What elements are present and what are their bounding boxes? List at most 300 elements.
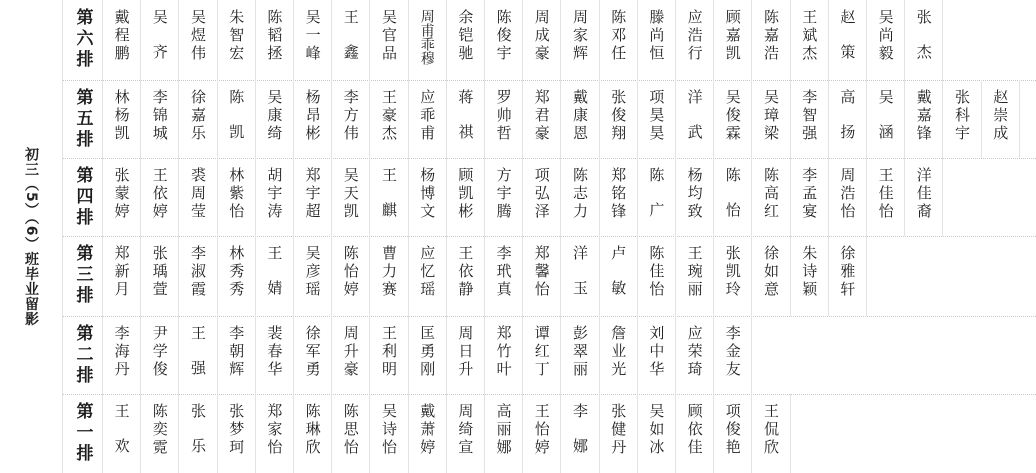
column-divider [599, 236, 600, 316]
student-name: 洋玉 [570, 245, 589, 315]
name-cell [981, 80, 1019, 158]
column-divider [102, 0, 103, 80]
student-name: 高扬 [838, 89, 857, 159]
column-divider [178, 158, 179, 236]
student-name: 吴尚毅 [876, 9, 895, 63]
name-cell [904, 158, 942, 236]
name-cell [751, 80, 789, 158]
student-name: 应忆瑶 [418, 245, 437, 299]
name-cell [255, 236, 293, 316]
name-cell [255, 80, 293, 158]
column-divider [140, 158, 141, 236]
column-divider [522, 80, 523, 158]
column-divider [484, 80, 485, 158]
student-name: 应荣琦 [685, 325, 704, 379]
column-divider [140, 80, 141, 158]
name-cell [828, 158, 866, 236]
name-cell [178, 80, 216, 158]
name-cell [217, 80, 255, 158]
column-divider [790, 394, 791, 473]
column-divider [217, 0, 218, 80]
student-name: 王琬丽 [685, 245, 704, 299]
column-divider [637, 158, 638, 236]
table-row [62, 80, 1036, 158]
name-cell [484, 236, 522, 316]
name-cell [102, 394, 140, 473]
student-name: 李玳真 [494, 245, 513, 299]
name-cell [369, 0, 407, 80]
row-label-text: 第二排 [72, 324, 93, 387]
column-divider [408, 0, 409, 80]
column-divider [522, 316, 523, 394]
name-cell [522, 316, 560, 394]
name-cell [866, 158, 904, 236]
column-divider [217, 236, 218, 316]
name-cell [599, 236, 637, 316]
column-divider [331, 80, 332, 158]
student-name: 应乖甫 [418, 89, 437, 143]
row-label-text: 第一排 [72, 402, 93, 465]
student-name: 周浩怡 [838, 167, 857, 221]
column-divider [599, 394, 600, 473]
column-divider [102, 80, 103, 158]
name-cell [446, 0, 484, 80]
column-divider [408, 80, 409, 158]
name-cell [790, 236, 828, 316]
column-divider [408, 316, 409, 394]
name-cell [828, 236, 866, 316]
name-cell [369, 316, 407, 394]
student-name: 郑铭锋 [609, 167, 628, 221]
name-cell [637, 0, 675, 80]
name-cell [484, 80, 522, 158]
column-divider [522, 158, 523, 236]
column-divider [637, 316, 638, 394]
name-cell [675, 0, 713, 80]
student-name: 詹业光 [609, 325, 628, 379]
name-cell [713, 394, 751, 473]
column-divider [178, 394, 179, 473]
name-cell [255, 158, 293, 236]
student-name: 陈俊宇 [494, 9, 513, 63]
column-divider [560, 236, 561, 316]
student-name: 方宇腾 [494, 167, 513, 221]
name-cell [293, 316, 331, 394]
student-name: 周升豪 [341, 325, 360, 379]
name-cell [178, 158, 216, 236]
column-divider [62, 80, 63, 158]
column-divider [599, 316, 600, 394]
student-name: 张杰 [914, 9, 933, 79]
name-cell [293, 0, 331, 80]
student-name: 林杨凯 [112, 89, 131, 143]
student-name: 李方伟 [341, 89, 360, 143]
column-divider [675, 394, 676, 473]
name-cell [217, 394, 255, 473]
column-divider [713, 158, 714, 236]
name-cell [942, 80, 980, 158]
column-divider [751, 80, 752, 158]
row-label [62, 80, 102, 158]
column-divider [369, 236, 370, 316]
name-cell [408, 80, 446, 158]
name-cell [560, 80, 598, 158]
column-divider [62, 316, 63, 394]
student-name: 张凯玲 [723, 245, 742, 299]
student-name: 王豪杰 [379, 89, 398, 143]
student-name: 吴如冰 [647, 403, 666, 457]
name-cell [713, 158, 751, 236]
student-name: 吴涵 [876, 89, 895, 159]
column-divider [102, 158, 103, 236]
student-name: 陈志力 [570, 167, 589, 221]
column-divider [408, 236, 409, 316]
name-cell [178, 236, 216, 316]
name-cell [599, 394, 637, 473]
student-name: 李智强 [800, 89, 819, 143]
column-divider [713, 394, 714, 473]
column-divider [255, 316, 256, 394]
name-cell [560, 0, 598, 80]
name-cell [178, 394, 216, 473]
student-name: 郑新月 [112, 245, 131, 299]
student-name: 顾嘉凯 [723, 9, 742, 63]
student-name: 曹力赛 [379, 245, 398, 299]
name-cell [522, 394, 560, 473]
column-divider [102, 394, 103, 473]
column-divider [866, 0, 867, 80]
name-cell [751, 0, 789, 80]
name-cell [331, 80, 369, 158]
name-cell [828, 80, 866, 158]
name-cell [255, 0, 293, 80]
name-cell [484, 158, 522, 236]
student-name: 杨博文 [418, 167, 437, 221]
column-divider [293, 316, 294, 394]
column-divider [675, 316, 676, 394]
student-name: 王怡婷 [532, 403, 551, 457]
name-cell [102, 316, 140, 394]
name-cell [102, 80, 140, 158]
student-name: 周成豪 [532, 9, 551, 63]
name-cell [790, 158, 828, 236]
name-cell [904, 80, 942, 158]
student-name: 陈奕霓 [150, 403, 169, 457]
name-cell [751, 158, 789, 236]
student-name: 李朝辉 [227, 325, 246, 379]
column-divider [790, 236, 791, 316]
name-cell [446, 80, 484, 158]
column-divider [828, 236, 829, 316]
column-divider [62, 236, 63, 316]
row-label [62, 158, 102, 236]
student-name: 戴康恩 [570, 89, 589, 143]
column-divider [62, 158, 63, 236]
name-cell [790, 80, 828, 158]
table-row [62, 0, 1036, 80]
column-divider [178, 80, 179, 158]
row-label [62, 0, 102, 80]
student-name: 滕尚恒 [647, 9, 666, 63]
column-divider [217, 158, 218, 236]
column-divider [866, 236, 867, 316]
student-name: 陈韬拯 [265, 9, 284, 63]
name-cell [140, 0, 178, 80]
name-cell [675, 316, 713, 394]
student-name: 陈凯 [227, 89, 246, 159]
column-divider [675, 158, 676, 236]
column-divider [904, 80, 905, 158]
name-cell [217, 236, 255, 316]
student-name: 王利明 [379, 325, 398, 379]
student-name: 周家辉 [570, 9, 589, 63]
column-divider [255, 394, 256, 473]
name-cell [140, 236, 178, 316]
column-divider [790, 158, 791, 236]
student-name: 周绮宣 [456, 403, 475, 457]
student-name: 陈怡婷 [341, 245, 360, 299]
column-divider [369, 158, 370, 236]
column-divider [522, 394, 523, 473]
name-cell [599, 0, 637, 80]
name-cell [828, 0, 866, 80]
column-divider [217, 316, 218, 394]
name-cell [599, 158, 637, 236]
column-divider [599, 80, 600, 158]
name-cell [637, 316, 675, 394]
student-name: 吴彦瑶 [303, 245, 322, 299]
student-name: 吴官品 [379, 9, 398, 63]
column-divider [331, 316, 332, 394]
column-divider [675, 236, 676, 316]
column-divider [637, 0, 638, 80]
name-cell [560, 316, 598, 394]
name-cell [790, 0, 828, 80]
column-divider [446, 236, 447, 316]
column-divider [751, 158, 752, 236]
column-divider [675, 0, 676, 80]
student-name: 王婧 [265, 245, 284, 315]
column-divider [446, 394, 447, 473]
column-divider [522, 0, 523, 80]
student-name: 罗帅哲 [494, 89, 513, 143]
student-name: 李海丹 [112, 325, 131, 379]
student-name: 吴天凯 [341, 167, 360, 221]
name-cell [446, 158, 484, 236]
name-cell [713, 316, 751, 394]
column-divider [637, 80, 638, 158]
student-name: 顾依佳 [685, 403, 704, 457]
name-cell [713, 236, 751, 316]
column-divider [178, 236, 179, 316]
name-cell [408, 316, 446, 394]
name-cell [866, 80, 904, 158]
student-name: 周甫乖穆 [418, 9, 435, 65]
name-cell [102, 0, 140, 80]
student-name: 王依静 [456, 245, 475, 299]
column-divider [904, 0, 905, 80]
column-divider [255, 236, 256, 316]
column-divider [751, 0, 752, 80]
column-divider [675, 80, 676, 158]
column-divider [713, 80, 714, 158]
student-name: 洋佳裔 [914, 167, 933, 221]
table-row [62, 158, 1036, 236]
student-name: 项昊昊 [647, 89, 666, 143]
student-name: 陈邓任 [609, 9, 628, 63]
student-name: 林秀秀 [227, 245, 246, 299]
column-divider [560, 316, 561, 394]
name-cell [599, 316, 637, 394]
student-name: 余铠驰 [456, 9, 475, 63]
name-cell [484, 316, 522, 394]
student-name: 李金友 [723, 325, 742, 379]
column-divider [904, 158, 905, 236]
name-cell [446, 316, 484, 394]
table-row [62, 236, 1036, 316]
name-cell [331, 236, 369, 316]
column-divider [828, 0, 829, 80]
student-name: 吴璋梁 [761, 89, 780, 143]
student-name: 张梦珂 [227, 403, 246, 457]
column-divider [140, 0, 141, 80]
name-cell [255, 394, 293, 473]
student-name: 李锦城 [150, 89, 169, 143]
name-cell [446, 236, 484, 316]
column-divider [140, 236, 141, 316]
name-cell [408, 158, 446, 236]
column-divider [981, 80, 982, 158]
name-cell [217, 158, 255, 236]
column-divider [790, 0, 791, 80]
name-cell [675, 80, 713, 158]
student-name: 周日升 [456, 325, 475, 379]
column-divider [369, 316, 370, 394]
column-divider [599, 158, 600, 236]
name-cell [522, 236, 560, 316]
student-name: 陈琳欣 [303, 403, 322, 457]
row-label-text: 第三排 [72, 244, 93, 307]
student-name: 王强 [188, 325, 207, 395]
student-name: 谭红丁 [532, 325, 551, 379]
student-name: 李娜 [570, 403, 589, 473]
column-divider [331, 158, 332, 236]
student-name: 陈嘉浩 [761, 9, 780, 63]
student-name: 郑君豪 [532, 89, 551, 143]
student-name: 李淑霞 [188, 245, 207, 299]
column-divider [62, 0, 63, 80]
student-name: 徐如意 [761, 245, 780, 299]
name-cell [331, 316, 369, 394]
column-divider [560, 158, 561, 236]
student-name: 胡宇涛 [265, 167, 284, 221]
name-cell [599, 80, 637, 158]
student-name: 吴齐 [150, 9, 169, 79]
student-name: 刘中华 [647, 325, 666, 379]
column-divider [828, 158, 829, 236]
student-name: 吴一峰 [303, 9, 322, 63]
name-cell [293, 394, 331, 473]
student-name: 匡勇刚 [418, 325, 437, 379]
column-divider [751, 236, 752, 316]
student-name: 裴春华 [265, 325, 284, 379]
column-divider [178, 0, 179, 80]
name-cell [293, 80, 331, 158]
column-divider [255, 0, 256, 80]
column-divider [217, 80, 218, 158]
column-divider [408, 158, 409, 236]
name-cell [217, 0, 255, 80]
name-cell [675, 236, 713, 316]
column-divider [942, 0, 943, 80]
name-cell [560, 394, 598, 473]
column-divider [446, 80, 447, 158]
student-name: 张乐 [188, 403, 207, 473]
column-divider [331, 236, 332, 316]
student-name: 杨昂彬 [303, 89, 322, 143]
student-name: 高丽娜 [494, 403, 513, 457]
student-name: 王欢 [112, 403, 131, 473]
column-divider [751, 394, 752, 473]
column-divider [446, 316, 447, 394]
column-divider [560, 394, 561, 473]
name-cell [637, 158, 675, 236]
column-divider [446, 158, 447, 236]
student-name: 徐军勇 [303, 325, 322, 379]
name-cell [369, 158, 407, 236]
student-name: 朱诗颖 [800, 245, 819, 299]
column-divider [484, 158, 485, 236]
column-divider [369, 0, 370, 80]
name-cell [331, 158, 369, 236]
name-cell [408, 236, 446, 316]
row-label [62, 236, 102, 316]
name-cell [217, 316, 255, 394]
student-name: 李孟宴 [800, 167, 819, 221]
student-name: 王佳怡 [876, 167, 895, 221]
name-cell [102, 158, 140, 236]
name-cell [484, 0, 522, 80]
student-name: 林紫怡 [227, 167, 246, 221]
column-divider [713, 0, 714, 80]
name-cell [713, 80, 751, 158]
student-name: 尹学俊 [150, 325, 169, 379]
column-divider [140, 316, 141, 394]
student-name: 彭翠丽 [570, 325, 589, 379]
column-divider [293, 158, 294, 236]
row-label [62, 394, 102, 473]
table-row [62, 394, 1036, 473]
column-divider [713, 236, 714, 316]
name-cell [408, 0, 446, 80]
name-cell [255, 316, 293, 394]
name-cell [751, 236, 789, 316]
student-name: 戴嘉锋 [914, 89, 933, 143]
student-name: 洋武 [685, 89, 704, 159]
name-cell [331, 0, 369, 80]
name-cell [140, 316, 178, 394]
name-cell [560, 236, 598, 316]
student-name: 王依婷 [150, 167, 169, 221]
column-divider [102, 316, 103, 394]
name-cell [637, 80, 675, 158]
column-divider [140, 394, 141, 473]
column-divider [369, 394, 370, 473]
name-cell [140, 80, 178, 158]
column-divider [751, 316, 752, 394]
name-cell [560, 158, 598, 236]
name-cell [446, 394, 484, 473]
